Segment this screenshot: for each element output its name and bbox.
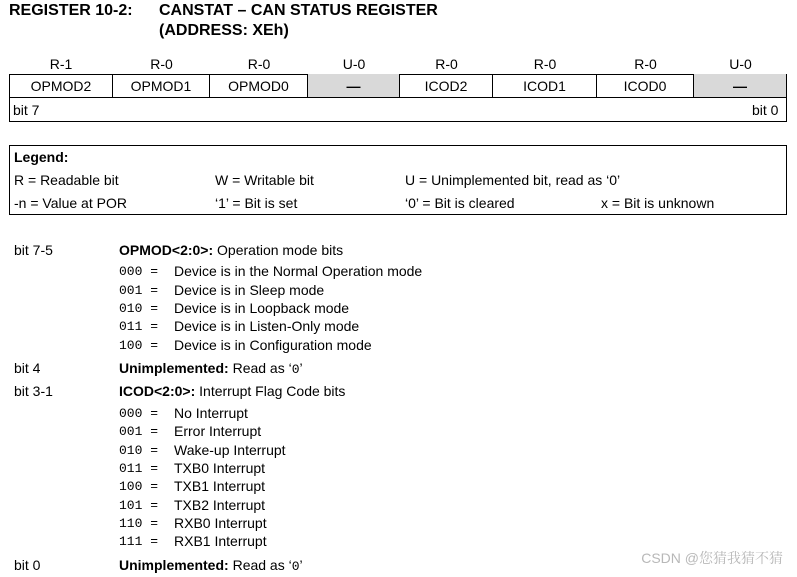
bit0-desc-suffix: ’ [299,557,303,573]
icod-description [119,383,345,399]
opmod-desc: Operation mode bits [217,242,344,258]
icod-code: 011 = [119,461,159,476]
access-bit0: U-0 [729,56,752,72]
icod-text: TXB1 Interrupt [174,478,266,494]
legend-title: Legend: [14,149,69,165]
icod-text: Wake-up Interrupt [174,442,286,458]
watermark: CSDN @您猜我猜不猜 [641,550,783,566]
icod-code: 010 = [119,443,159,458]
access-bit5: R-0 [247,56,271,72]
bit0-desc-code: 0 [291,559,300,574]
icod-code: 101 = [119,498,159,513]
bit0-desc-prefix: Read as ‘ [232,557,292,573]
register-id: REGISTER 10-2: [9,2,133,19]
icod-text: No Interrupt [174,405,248,421]
bit4-desc-suffix: ’ [299,360,303,376]
icod-code: 100 = [119,479,159,494]
opmod-code: 100 = [119,338,159,353]
legend-por: -n = Value at POR [14,195,127,211]
icod-name: ICOD<2:0>: [119,383,196,399]
access-bit7: R-1 [49,56,73,72]
opmod-text: Device is in Sleep mode [174,282,325,298]
bit0-description [119,557,303,574]
bit-high-label: bit 7 [13,102,40,118]
field-icod1: ICOD1 [493,74,597,98]
bit4-name: Unimplemented: [119,360,229,376]
icod-bits-label: bit 3-1 [14,383,53,399]
opmod-text: Device is in Configuration mode [174,337,372,353]
bit-low-label: bit 0 [752,102,779,118]
field-icod2: ICOD2 [400,74,493,98]
field-icod0: ICOD0 [597,74,694,98]
icod-code: 110 = [119,516,159,531]
opmod-description [119,242,343,258]
register-title: CANSTAT – CAN STATUS REGISTER [159,2,438,19]
icod-text: RXB0 Interrupt [174,515,267,531]
icod-text: Error Interrupt [174,423,262,439]
legend-cleared: ‘0’ = Bit is cleared [405,195,515,211]
opmod-text: Device is in Listen-Only mode [174,318,360,334]
icod-code: 111 = [119,534,159,549]
legend-unknown: x = Bit is unknown [601,195,715,211]
opmod-code: 010 = [119,301,159,316]
bit4-description [119,360,303,377]
opmod-code: 000 = [119,264,159,279]
legend-unimplemented: U = Unimplemented bit, read as ‘0’ [405,172,621,188]
register-divider [9,97,787,98]
field-unimplemented-bit0: — [694,74,786,98]
icod-text: TXB0 Interrupt [174,460,266,476]
bit0-label: bit 0 [14,557,41,573]
opmod-bits-label: bit 7-5 [14,242,53,258]
access-bit4: U-0 [342,56,366,72]
opmod-text: Device is in the Normal Operation mode [174,263,423,279]
opmod-code: 011 = [119,319,159,334]
field-opmod2: OPMOD2 [10,74,113,98]
access-bit1: R-0 [634,56,657,72]
legend-set: ‘1’ = Bit is set [215,195,298,211]
access-bit3: R-0 [435,56,458,72]
access-bit2: R-0 [533,56,557,72]
icod-code: 000 = [119,406,159,421]
field-opmod0: OPMOD0 [210,74,308,98]
opmod-name: OPMOD<2:0>: [119,242,214,258]
icod-text: TXB2 Interrupt [174,497,266,513]
icod-code: 001 = [119,424,159,439]
icod-text: RXB1 Interrupt [174,533,267,549]
access-bit6: R-0 [150,56,173,72]
register-address: (ADDRESS: XEh) [159,22,289,39]
icod-desc: Interrupt Flag Code bits [199,383,346,399]
opmod-text: Device is in Loopback mode [174,300,350,316]
field-opmod1: OPMOD1 [113,74,210,98]
legend-readable: R = Readable bit [14,172,119,188]
bit4-desc-code: 0 [291,362,300,377]
bit4-desc-prefix: Read as ‘ [232,360,292,376]
legend-writable: W = Writable bit [215,172,314,188]
opmod-code: 001 = [119,283,159,298]
bit4-label: bit 4 [14,360,41,376]
field-unimplemented-bit4: — [308,74,400,98]
bit0-name: Unimplemented: [119,557,229,573]
